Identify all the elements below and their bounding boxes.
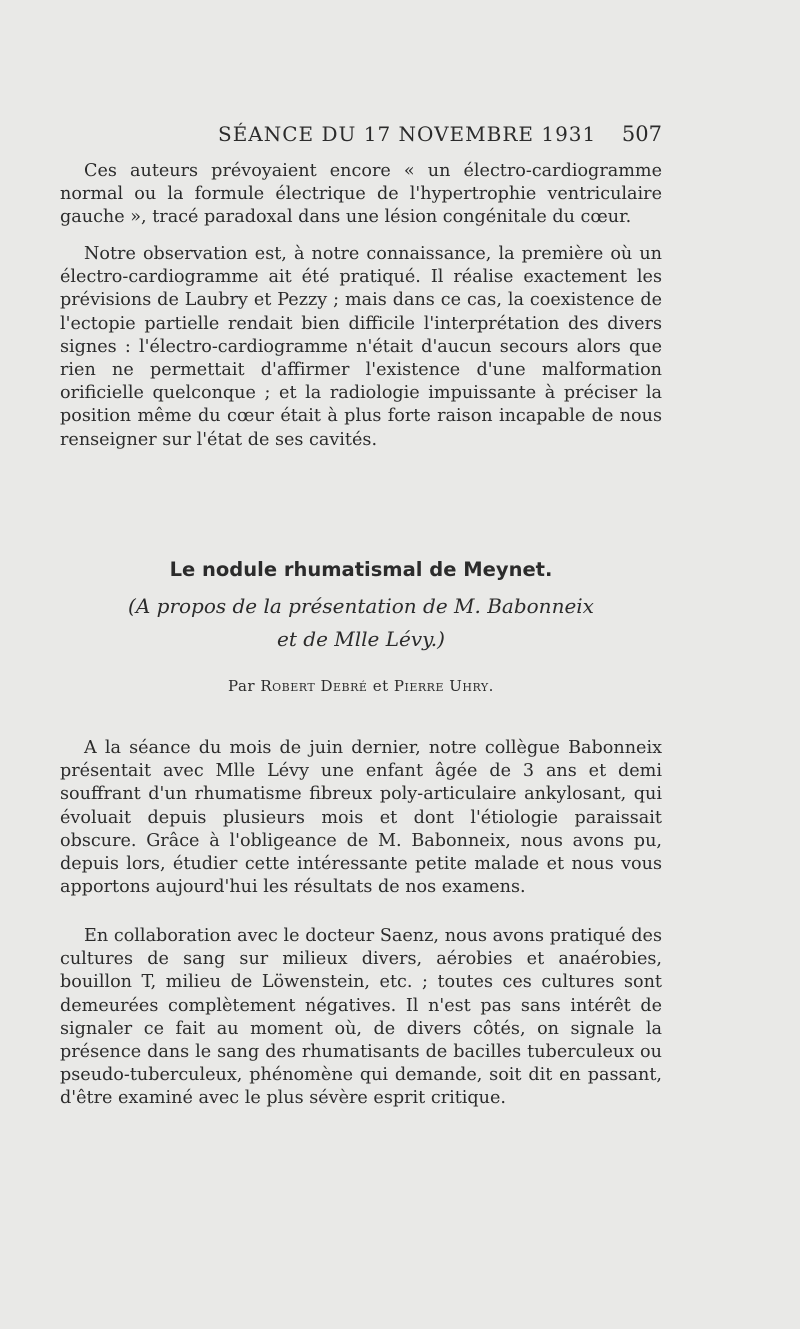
page-number: 507 xyxy=(621,122,662,146)
article-title: Le nodule rhumatismal de Meynet. xyxy=(169,558,553,581)
article-subtitle-line-2: et de Mlle Lévy.) xyxy=(277,627,445,651)
running-head: SÉANCE DU 17 NOVEMBRE 1931 xyxy=(218,122,597,146)
article-authors xyxy=(0,677,722,695)
body-paragraph-2: Notre observation est, à notre connaissance, la première où un électro-cardiogramme ait été pratiqué. Il réalise exactement les prévisions de Laubry et Pezzy ; mais dans ce cas, la coexistence de l'ectopie partielle rendait bien difficile l'interprétation des divers signes : l'électro-cardiogramme n'était d'aucun secours alors que rien ne permettait d'affirmer l'existence d'une malformation orificielle quelconque ; et la radiologie impuissante à préciser la position même du cœur était à plus forte raison incapable de nous renseigner sur l'état de ses cavités. xyxy=(60,244,662,450)
author-1: Robert Debré xyxy=(260,677,368,695)
authors-prefix: Par xyxy=(228,677,256,695)
body-paragraph-1: Ces auteurs prévoyaient encore « un électro-cardiogramme normal ou la formule électrique de l'hypertrophie ventriculaire gauche », tracé paradoxal dans une lésion congénitale du cœur. xyxy=(60,161,662,228)
article-subtitle-line-1: (A propos de la présentation de M. Babonneix xyxy=(128,594,594,618)
page-header xyxy=(60,122,662,154)
authors-conjunction: et xyxy=(372,677,389,695)
author-2: Pierre Uhry. xyxy=(393,677,494,695)
article-paragraph-2: En collaboration avec le docteur Saenz, nous avons pratiqué des cultures de sang sur milieux divers, aérobies et anaérobies, bouillon T, milieu de Löwenstein, etc. ; toutes ces cultures sont demeurées complètement négatives. Il n'est pas sans intérêt de signaler ce fait au moment où, de divers côtés, on signale la présence dans le sang des rhumatisants de bacilles tuberculeux ou pseudo-tuberculeux, phénomène qui demande, soit dit en passant, d'être examiné avec le plus sévère esprit critique. xyxy=(60,926,662,1109)
article-paragraph-1: A la séance du mois de juin dernier, notre collègue Babonneix présentait avec Mlle Lévy une enfant âgée de 3 ans et demi souffrant d'un rhumatisme fibreux poly-articulaire ankylosant, qui évoluait depuis plusieurs mois et dont l'étiologie paraissait obscure. Grâce à l'obligeance de M. Babonneix, nous avons pu, depuis lors, étudier cette intéressante petite malade et nous vous apportons aujourd'hui les résultats de nos examens. xyxy=(60,738,662,898)
